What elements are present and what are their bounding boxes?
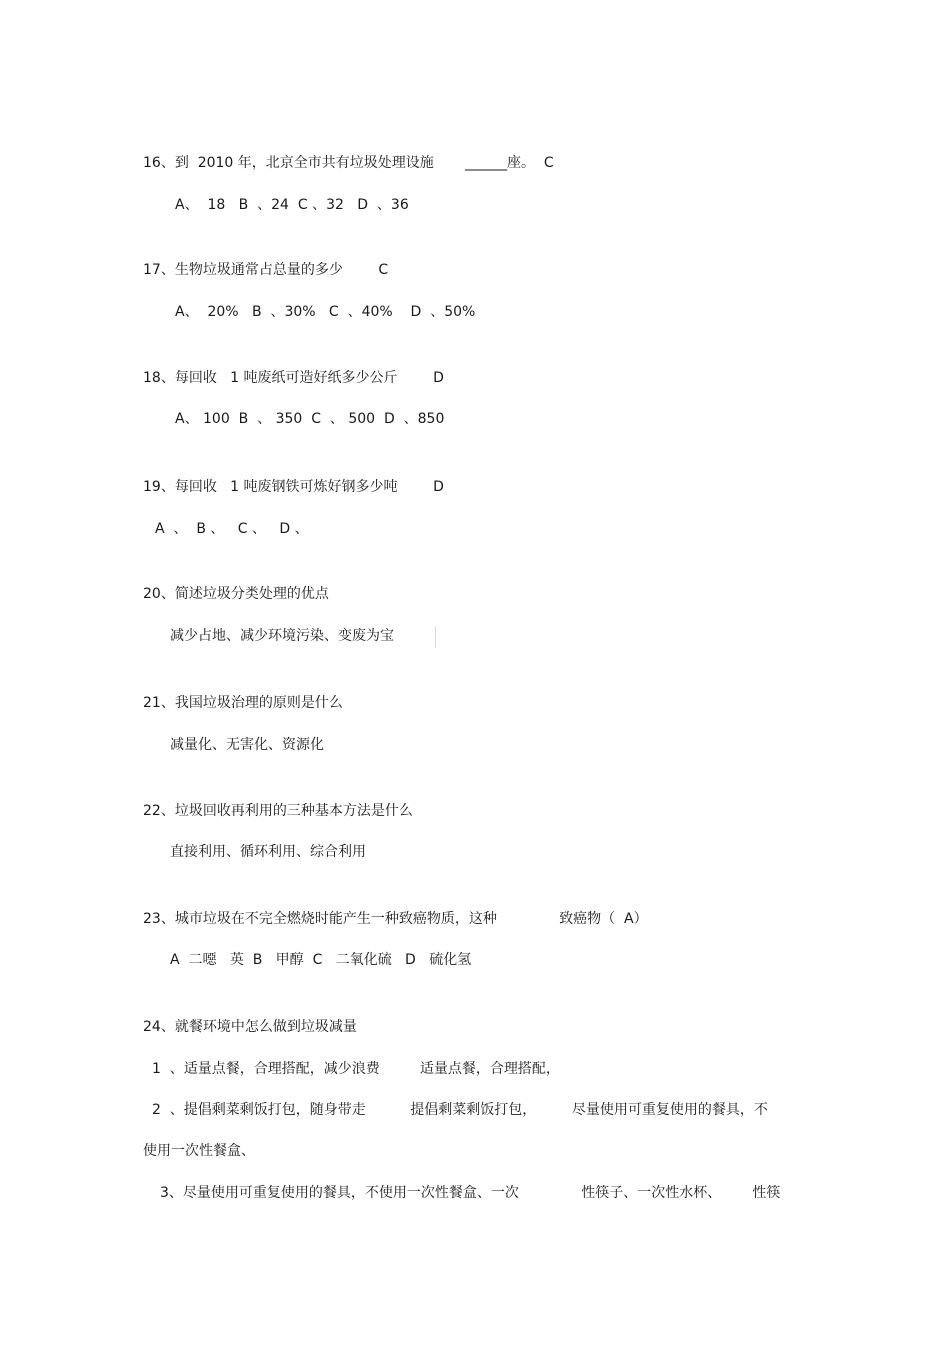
question-23: 23、城市垃圾在不完全燃烧时能产生一种致癌物质，这种 致癌物（ A） — [143, 911, 648, 927]
question-24-item-3: 3、尽量使用可重复使用的餐具，不使用一次性餐盒、一次 性筷子、一次性水杯、 性筷 — [160, 1185, 781, 1201]
question-18-options: A、 100 B 、 350 C 、 500 D 、850 — [175, 411, 445, 427]
question-24: 24、就餐环境中怎么做到垃圾减量 — [143, 1019, 357, 1035]
question-21-answer: 减量化、无害化、资源化 — [170, 737, 324, 753]
question-24-item-2: 2 、提倡剩菜剩饭打包，随身带走 提倡剩菜剩饭打包， 尽量使用可重复使用的餐具，不 — [152, 1102, 768, 1118]
question-22-answer: 直接利用、循环利用、综合利用 — [170, 844, 366, 860]
question-21: 21、我国垃圾治理的原则是什么 — [143, 695, 343, 711]
question-20: 20、简述垃圾分类处理的优点 — [143, 586, 329, 602]
question-16: 16、到 2010 年，北京全市共有垃圾处理设施 ______座。 C — [143, 155, 554, 171]
question-23-options: A 二噁 英 B 甲醇 C 二氧化硫 D 硫化氢 — [170, 952, 472, 968]
question-24-item-2-cont: 使用一次性餐盒、 — [143, 1143, 255, 1159]
question-19: 19、每回收 1 吨废钢铁可炼好钢多少吨 D — [143, 479, 444, 495]
question-17-options: A、 20% B 、30% C 、40% D 、50% — [175, 304, 476, 320]
question-22: 22、垃圾回收再利用的三种基本方法是什么 — [143, 803, 413, 819]
question-18: 18、每回收 1 吨废纸可造好纸多少公斤 D — [143, 370, 444, 386]
question-16-options: A、 18 B 、24 C 、32 D 、36 — [175, 197, 409, 213]
question-17: 17、生物垃圾通常占总量的多少 C — [143, 262, 389, 278]
text-cursor-mark — [435, 626, 436, 648]
question-19-options: A 、 B 、 C 、 D 、 — [155, 521, 309, 537]
question-20-answer: 减少占地、减少环境污染、变废为宝 — [170, 628, 394, 644]
question-24-item-1: 1 、适量点餐，合理搭配，减少浪费 适量点餐，合理搭配， — [152, 1061, 560, 1077]
